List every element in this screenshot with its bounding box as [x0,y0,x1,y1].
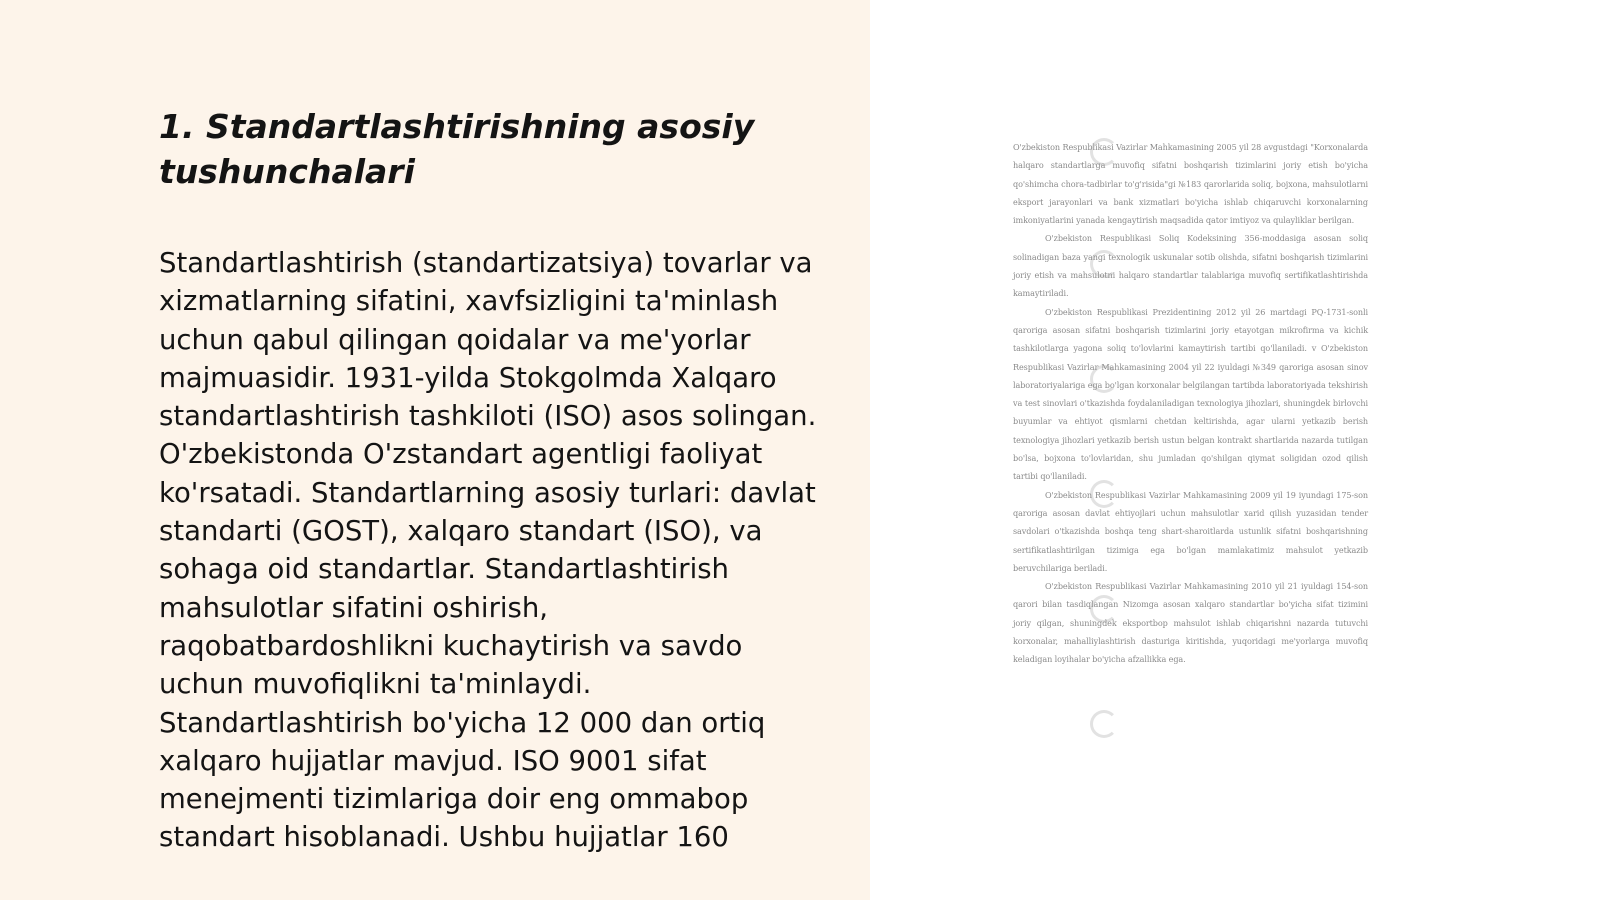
watermark-logo [1090,365,1124,393]
watermark-logo [1090,250,1124,278]
watermark-logo [1090,710,1124,738]
watermark-logo [1090,480,1124,508]
watermark-logo [1090,595,1124,623]
document-paragraph: O'zbekiston Respublikasi Vazirlar Mahkamasining 2009 yil 19 iyundagi 175-son qaroriga asosan davlat ehtiyojlari uchun mahsulotlar xarid qilish yuzasidan tender savdolari o'tkazishda boshqa teng shart-sharoitlarda ustunlik sifatni boshqarishning sertifikatlashtirilgan tizimiga ega bo'lgan mamlakatimiz mahsulot yetkazib beruvchilariga beriladi. [1013,489,1368,573]
watermark-logo [1090,138,1124,166]
slide-body-text: Standartlashtirish (standartizatsiya) tovarlar va xizmatlarning sifatini, xavfsizligini ta'minlash uchun qabul qilingan qoidalar va me'yorlar majmuasidir. 1931-yilda Stokgolmda Xalqaro standartlashtirish tashkiloti (ISO) asos solingan. O'zbekistonda O'zstandart agentligi faoliyat ko'rsatadi. Standartlarning asosiy turlari: davlat standarti (GOST), xalqaro standart (ISO), va sohaga oid standartlar. Standartlashtirish mahsulotlar sifatini oshirish, raqobatbardoshlikni kuchaytirish va savdo uchun muvofiqlikni ta'minlaydi. Standartlashtirish bo'yicha 12 000 dan ortiq xalqaro hujjatlar mavjud. ISO 9001 sifat menejmenti tizimlariga doir eng ommabop standart hisoblanadi. Ushbu hujjatlar 160 [159,247,817,854]
document-paragraph: O'zbekiston Respublikasi Soliq Kodeksining 356-moddasiga asosan soliq solinadigan baza yangi texnologik uskunalar sotib olishda, sifatni boshqarish tizimlarini joriy etish va mahsulotni halqaro standartlar talablariga muvofiq sertifikatlashtirishda kamaytiriladi. [1013,233,1368,299]
slide-title: 1. Standartlashtirishning asosiy tushunchalari [159,107,755,191]
document-paragraph: O'zbekiston Respublikasi Vazirlar Mahkamasining 2005 yil 28 avgustdagi "Korxonalarda halqaro standartlarga muvofiq sifatni boshqarish tizimlarini joriy etish bo'yicha qo'shimcha chora-tadbirlar to'g'risida"gi №183 qarorlarida soliq, bojxona, mahsulotlarni eksport jarayonlari va bank xizmatlari bo'yicha ishlab chiqaruvchi korxonalarning imkoniyatlarini yanada kengaytirish maqsadida qator imtiyoz va qulayliklar berilgan. [1013,142,1368,226]
scanned-document-page [1013,138,1368,669]
document-paragraph: O'zbekiston Respublikasi Prezidentining 2012 yil 26 martdagi PQ-1731-sonli qaroriga asosan sifatni boshqarish tizimlarini joriy etayotgan mikrofirma va kichik tashkilotlarga yagona soliq to'lovlarini kamaytirish tartibi qo'llaniladi. v O'zbekiston Respublikasi Vazirlar Mahkamasining 2004 yil 22 iyuldagi №349 qaroriga asosan sinov laboratoriyalariga ega bo'lgan korxonalar belgilangan tartibda laboratoriyada tekshirish va test sinovlari o'tkazishda foydalaniladigan texnologiya jihozlari, shuningdek birlovchi buyumlar va ehtiyot qismlarni chetdan keltirishda, agar ularni yetkazib berish texnologiya jihozlari yetkazib berish ustun belgan kontrakt shartlarida nazarda tutilgan bo'lsa, bojxona to'lovlaridan, shu jumladan qo'shilgan qiymat soligidan ozod qilish tartibi qo'llaniladi. [1013,306,1368,482]
document-paragraph: O'zbekiston Respublikasi Vazirlar Mahkamasining 2010 yil 21 iyuldagi 154-son qarori bilan tasdiqlangan Nizomga asosan xalqaro standartlar bo'yicha sifat tizimini joriy qilgan, shuningdek eksportbop mahsulot ishlab chiqarishni nazarda tutuvchi korxonalar, mahalliylashtirish dasturiga kiritishda, yuqoridagi me'yorlarga muvofiq keladigan loyihalar bo'yicha afzallikka ega. [1013,581,1368,665]
